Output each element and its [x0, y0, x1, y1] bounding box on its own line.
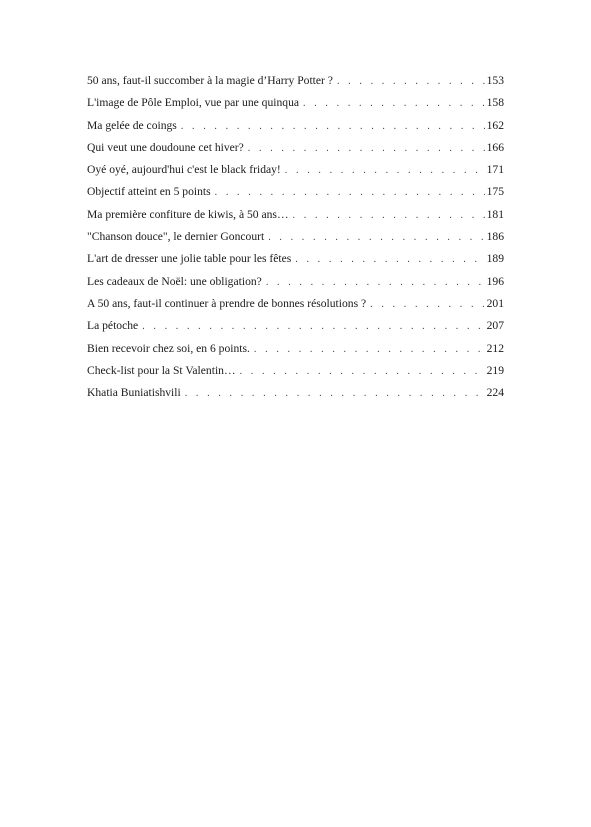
toc-entry-page: 189 — [486, 252, 504, 266]
toc-entry-title: Khatia Buniatishvili — [87, 386, 181, 400]
toc-entry-title: Qui veut une doudoune cet hiver? — [87, 140, 244, 154]
toc-entry[interactable] — [87, 159, 504, 181]
toc-entry-page: 166 — [486, 140, 504, 154]
dot-leader — [337, 71, 485, 92]
toc-entry[interactable] — [87, 248, 504, 270]
dot-leader — [215, 182, 485, 203]
toc-entry-title: L'art de dresser une jolie table pour les fêtes — [87, 252, 292, 266]
toc-entry[interactable] — [87, 92, 504, 114]
toc-entry-page: 181 — [486, 207, 504, 221]
dot-leader — [293, 205, 485, 226]
table-of-contents — [87, 70, 504, 404]
toc-entry-title: La pétoche — [87, 319, 139, 333]
toc-entry-page: 158 — [486, 96, 504, 110]
toc-entry-title: Check-list pour la St Valentin… — [87, 363, 236, 377]
dot-leader — [185, 383, 485, 404]
toc-entry-page: 153 — [486, 74, 504, 87]
dot-leader — [285, 160, 485, 181]
dot-leader — [248, 138, 485, 159]
toc-entry[interactable] — [87, 115, 504, 137]
dot-leader — [295, 249, 484, 270]
toc-entry-page: 175 — [486, 185, 504, 199]
toc-entry-page: 219 — [486, 363, 504, 377]
dot-leader — [240, 361, 485, 382]
dot-leader — [268, 227, 484, 248]
toc-entry-page: 162 — [486, 118, 504, 132]
toc-entry-title: Ma gelée de coings — [87, 118, 177, 132]
toc-entry-title: Oyé oyé, aujourd'hui c'est le black friday! — [87, 163, 281, 177]
toc-entry-page: 224 — [486, 386, 504, 400]
toc-entry-title: Bien recevoir chez soi, en 6 points. — [87, 341, 250, 355]
dot-leader — [142, 316, 484, 337]
toc-entry-title: L'image de Pôle Emploi, vue par une quinqua — [87, 96, 300, 110]
dot-leader — [254, 339, 485, 360]
dot-leader — [303, 93, 485, 114]
toc-entry[interactable] — [87, 382, 504, 404]
toc-entry[interactable] — [87, 338, 504, 360]
toc-entry[interactable] — [87, 226, 504, 248]
toc-entry-title: Les cadeaux de Noël: une obligation? — [87, 274, 262, 288]
toc-entry-page: 171 — [486, 163, 504, 177]
dot-leader — [181, 116, 485, 137]
toc-entry-title: A 50 ans, faut-il continuer à prendre de bonnes résolutions ? — [87, 296, 367, 310]
toc-entry[interactable] — [87, 204, 504, 226]
toc-entry[interactable] — [87, 181, 504, 203]
toc-entry[interactable] — [87, 360, 504, 382]
dot-leader — [370, 294, 484, 315]
toc-entry-page: 207 — [486, 319, 504, 333]
toc-entry[interactable] — [87, 315, 504, 337]
toc-entry-page: 186 — [486, 230, 504, 244]
toc-entry-title: Ma première confiture de kiwis, à 50 ans… — [87, 207, 289, 221]
dot-leader — [266, 272, 485, 293]
toc-entry-title: 50 ans, faut-il succomber à la magie d’Harry Potter ? — [87, 74, 333, 87]
toc-entry-page: 196 — [486, 274, 504, 288]
toc-entry-title: "Chanson douce", le dernier Goncourt — [87, 230, 265, 244]
toc-entry[interactable] — [87, 293, 504, 315]
toc-entry[interactable] — [87, 137, 504, 159]
toc-entry-page: 212 — [486, 341, 504, 355]
toc-entry-title: Objectif atteint en 5 points — [87, 185, 211, 199]
toc-entry[interactable] — [87, 271, 504, 293]
toc-entry-page: 201 — [486, 296, 504, 310]
toc-entry[interactable] — [87, 70, 504, 92]
